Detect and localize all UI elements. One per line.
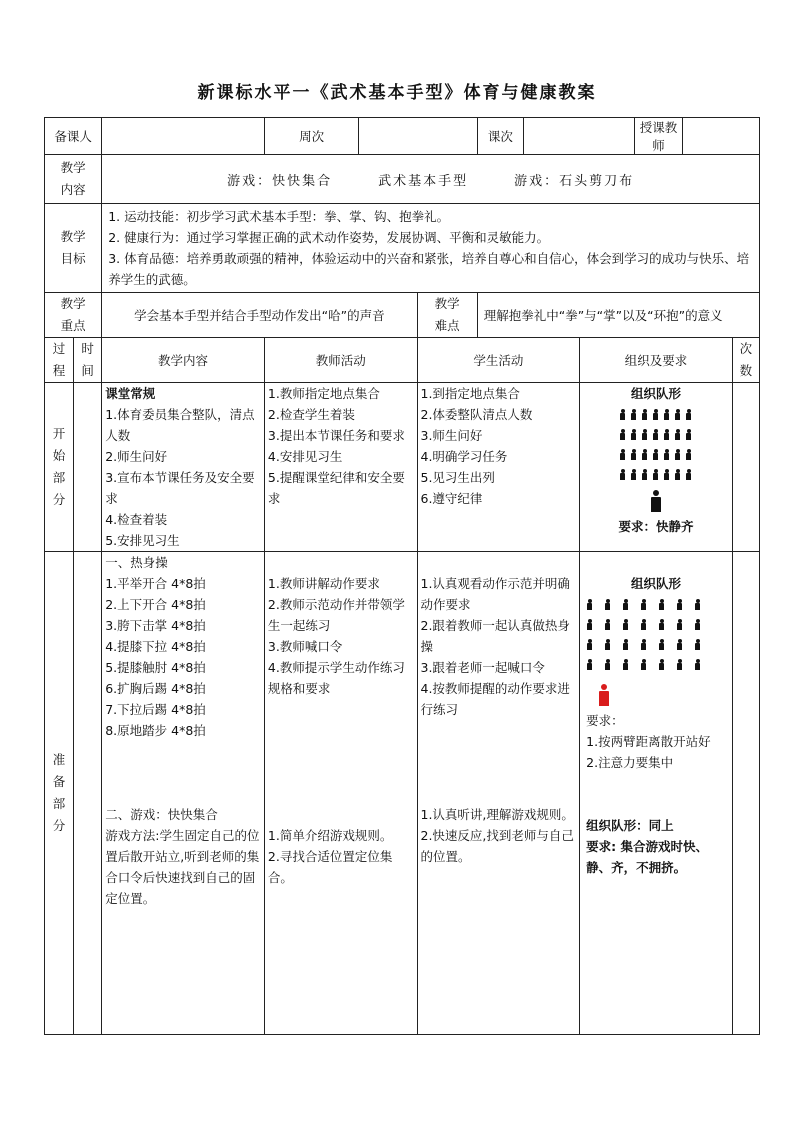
lesson-no-value[interactable] [523,118,634,155]
start-time-cell[interactable] [74,383,102,552]
student-figure-icon [586,599,593,610]
col-process: 过程 [45,338,74,383]
warmup-line: 5.提膝触肘 4*8拍 [105,660,206,675]
warmup-line: 3.胯下击掌 4*8拍 [105,618,206,633]
game-teacher-line: 1.简单介绍游戏规则。 [267,828,393,843]
objective-line: 2. 健康行为：通过学习掌握正确的武术动作姿势，发展协调、平衡和灵敏能力。 [108,230,550,245]
student-row [586,634,701,654]
student-figure-icon [676,659,683,670]
start-content-line: 4.检查着装 [105,512,168,527]
col-count: 次数 [732,338,759,383]
game-heading: 二、游戏：快快集合 [105,807,218,822]
teacher-figure-icon [650,490,662,512]
start-teacher-cell [264,383,417,552]
warmup-student-line: 2.跟着教师一起认真做热身操 [420,618,570,654]
student-figure-icon [641,469,648,480]
start-teacher-line: 2.检查学生着装 [267,407,355,422]
student-figure-icon [652,409,659,420]
start-formation [580,404,732,537]
prep-org-req-line: 1.按两臂距离散开站好 [586,734,711,749]
student-figure-icon [630,429,637,440]
warmup-teacher-line: 1.教师讲解动作要求 [267,576,380,591]
student-figure-icon [604,599,611,610]
warmup-teacher-line: 2.教师示范动作并带领学生一起练习 [267,597,405,633]
start-teacher-line: 4.安排见习生 [267,449,343,464]
student-figure-icon [663,469,670,480]
student-figure-icon [619,449,626,460]
lesson-no-label: 课次 [477,118,523,155]
student-figure-icon [694,659,701,670]
student-figure-icon [619,469,626,480]
prep-student-cell [417,552,580,1035]
game-teacher-line: 2.寻找合适位置定位集合。 [267,849,393,885]
prep-section-label: 准备部分 [45,552,74,1035]
warmup-teacher-line: 4.教师提示学生动作练习规格和要求 [267,660,405,696]
start-student-line: 6.遵守纪律 [420,491,483,506]
game-student-line: 2.快速反应,找到老师与自己的位置。 [420,828,574,864]
student-figure-icon [674,449,681,460]
student-figure-icon [604,659,611,670]
warmup-student-line: 3.跟着老师一起喊口令 [420,660,545,675]
student-figure-icon [676,599,683,610]
student-figure-icon [604,619,611,630]
student-figure-icon [674,469,681,480]
start-content-line: 3.宣布本节课任务及安全要求 [105,470,255,506]
col-time: 时间 [74,338,102,383]
start-content-line: 5.安排见习生 [105,533,180,548]
game-student-line: 1.认真听讲,理解游戏规则。 [420,807,574,822]
start-student-line: 1.到指定地点集合 [420,386,520,401]
student-figure-icon [641,449,648,460]
content-cell [102,155,760,204]
start-student-line: 4.明确学习任务 [420,449,508,464]
warmup-line: 7.下拉后踢 4*8拍 [105,702,206,717]
student-figure-icon [630,409,637,420]
student-figure-icon [663,449,670,460]
student-figure-icon [652,449,659,460]
teacher-label: 授课教师 [635,118,682,155]
col-content: 教学内容 [102,338,265,383]
game-org-line: 要求: 集合游戏时快、静、齐，不拥挤。 [586,839,708,875]
prep-org-req-line: 2.注意力要集中 [586,755,674,770]
student-figure-icon [658,639,665,650]
prep-time-cell[interactable] [74,552,102,1035]
student-figure-icon [694,599,701,610]
week-value[interactable] [359,118,477,155]
start-count-cell[interactable] [732,383,759,552]
game-org-line: 组织队形：同上 [586,818,674,833]
difficulty-label: 教学难点 [417,293,477,338]
warmup-line: 4.提膝下拉 4*8拍 [105,639,206,654]
prep-content-cell [102,552,265,1035]
student-figure-icon [640,619,647,630]
lesson-plan-table [44,117,760,1035]
student-row [586,654,701,674]
student-figure-icon [658,599,665,610]
student-figure-icon [586,659,593,670]
student-figure-icon [658,659,665,670]
start-teacher-line: 3.提出本节课任务和要求 [267,428,405,443]
prep-teacher-cell [264,552,417,1035]
student-figure-icon [663,429,670,440]
week-label: 周次 [264,118,358,155]
student-figure-icon [676,639,683,650]
start-student-line: 2.体委整队清点人数 [420,407,533,422]
student-figure-icon [586,619,593,630]
col-organization: 组织及要求 [580,338,733,383]
start-section-label: 开始部分 [45,383,74,552]
student-row [619,464,692,484]
warmup-heading: 一、热身操 [105,555,168,570]
warmup-line: 8.原地踏步 4*8拍 [105,723,206,738]
student-row [619,404,692,424]
student-figure-icon [619,429,626,440]
student-figure-icon [641,429,648,440]
prep-org-req-label: 要求： [586,713,624,728]
content-item-martial: 武术基本手型 [378,173,469,189]
objectives-label: 教学目标 [45,204,102,293]
student-figure-icon [652,429,659,440]
warmup-line: 2.上下开合 4*8拍 [105,597,206,612]
start-org-cell [580,383,733,552]
student-figure-icon [685,469,692,480]
student-figure-icon [685,409,692,420]
start-student-cell [417,383,580,552]
student-figure-icon [604,639,611,650]
col-student: 学生活动 [417,338,580,383]
student-figure-icon [674,409,681,420]
student-row [586,614,701,634]
document-title: 新课标水平一《武术基本手型》体育与健康教案 [197,83,597,103]
start-content-cell [102,383,265,552]
preparer-label: 备课人 [45,118,102,155]
student-figure-icon [663,409,670,420]
content-item-game2: 游戏：石头剪刀布 [514,173,635,189]
content-label: 教学内容 [45,155,102,204]
student-figure-icon [630,469,637,480]
student-figure-icon [640,639,647,650]
difficulty-text: 理解抱拳礼中“拳”与“掌”以及“环抱”的意义 [477,293,759,338]
student-row [586,594,701,614]
student-row [619,424,692,444]
student-figure-icon [630,449,637,460]
student-figure-icon [694,619,701,630]
student-figure-icon [676,619,683,630]
start-student-line: 3.师生问好 [420,428,483,443]
student-figure-icon [619,409,626,420]
student-figure-icon [685,449,692,460]
student-figure-icon [622,619,629,630]
start-student-line: 5.见习生出列 [420,470,495,485]
student-figure-icon [640,659,647,670]
warmup-line: 6.扩胸后踢 4*8拍 [105,681,206,696]
student-figure-icon [622,599,629,610]
warmup-teacher-line: 3.教师喊口令 [267,639,343,654]
student-figure-icon [622,659,629,670]
student-figure-icon [658,619,665,630]
student-figure-icon [685,429,692,440]
key-points-label: 教学重点 [45,293,102,338]
start-content-heading: 课堂常规 [105,386,156,401]
col-teacher: 教师活动 [264,338,417,383]
student-figure-icon [652,469,659,480]
prep-count-cell[interactable] [732,552,759,1035]
objective-line: 3. 体育品德：培养勇敢顽强的精神，体验运动中的兴奋和紧张，培养自尊心和自信心，体会到学习的成功与快乐、培养学生的武德。 [108,251,750,287]
objectives-cell [102,204,760,293]
student-figure-icon [622,639,629,650]
warmup-student-line: 4.按教师提醒的动作要求进行练习 [420,681,570,717]
warmup-student-line: 1.认真观看动作示范并明确动作要求 [420,576,570,612]
teacher-figure-icon [598,684,610,706]
prep-formation [586,594,726,706]
start-content-line: 2.师生问好 [105,449,168,464]
preparer-value[interactable] [102,118,265,155]
teacher-value[interactable] [682,118,759,155]
start-content-line: 1.体育委员集合整队，清点人数 [105,407,255,443]
warmup-line: 1.平举开合 4*8拍 [105,576,206,591]
prep-org-cell [580,552,733,1035]
start-teacher-line: 1.教师指定地点集合 [267,386,380,401]
student-figure-icon [641,409,648,420]
key-points-text: 学会基本手型并结合手型动作发出“哈”的声音 [102,293,417,338]
start-org-requirement: 要求：快静齐 [618,519,694,534]
objective-line: 1. 运动技能：初步学习武术基本手型：拳、掌、钩、抱拳礼。 [108,209,450,224]
student-row [619,444,692,464]
start-org-heading: 组织队形 [630,386,681,401]
student-figure-icon [674,429,681,440]
content-item-game1: 游戏：快快集合 [227,173,333,189]
student-figure-icon [586,639,593,650]
student-figure-icon [694,639,701,650]
prep-org-heading: 组织队形 [630,576,681,591]
game-text: 游戏方法:学生固定自己的位置后散开站立,听到老师的集合口令后快速找到自己的固定位置。 [105,828,260,906]
start-teacher-line: 5.提醒课堂纪律和安全要求 [267,470,405,506]
student-figure-icon [640,599,647,610]
